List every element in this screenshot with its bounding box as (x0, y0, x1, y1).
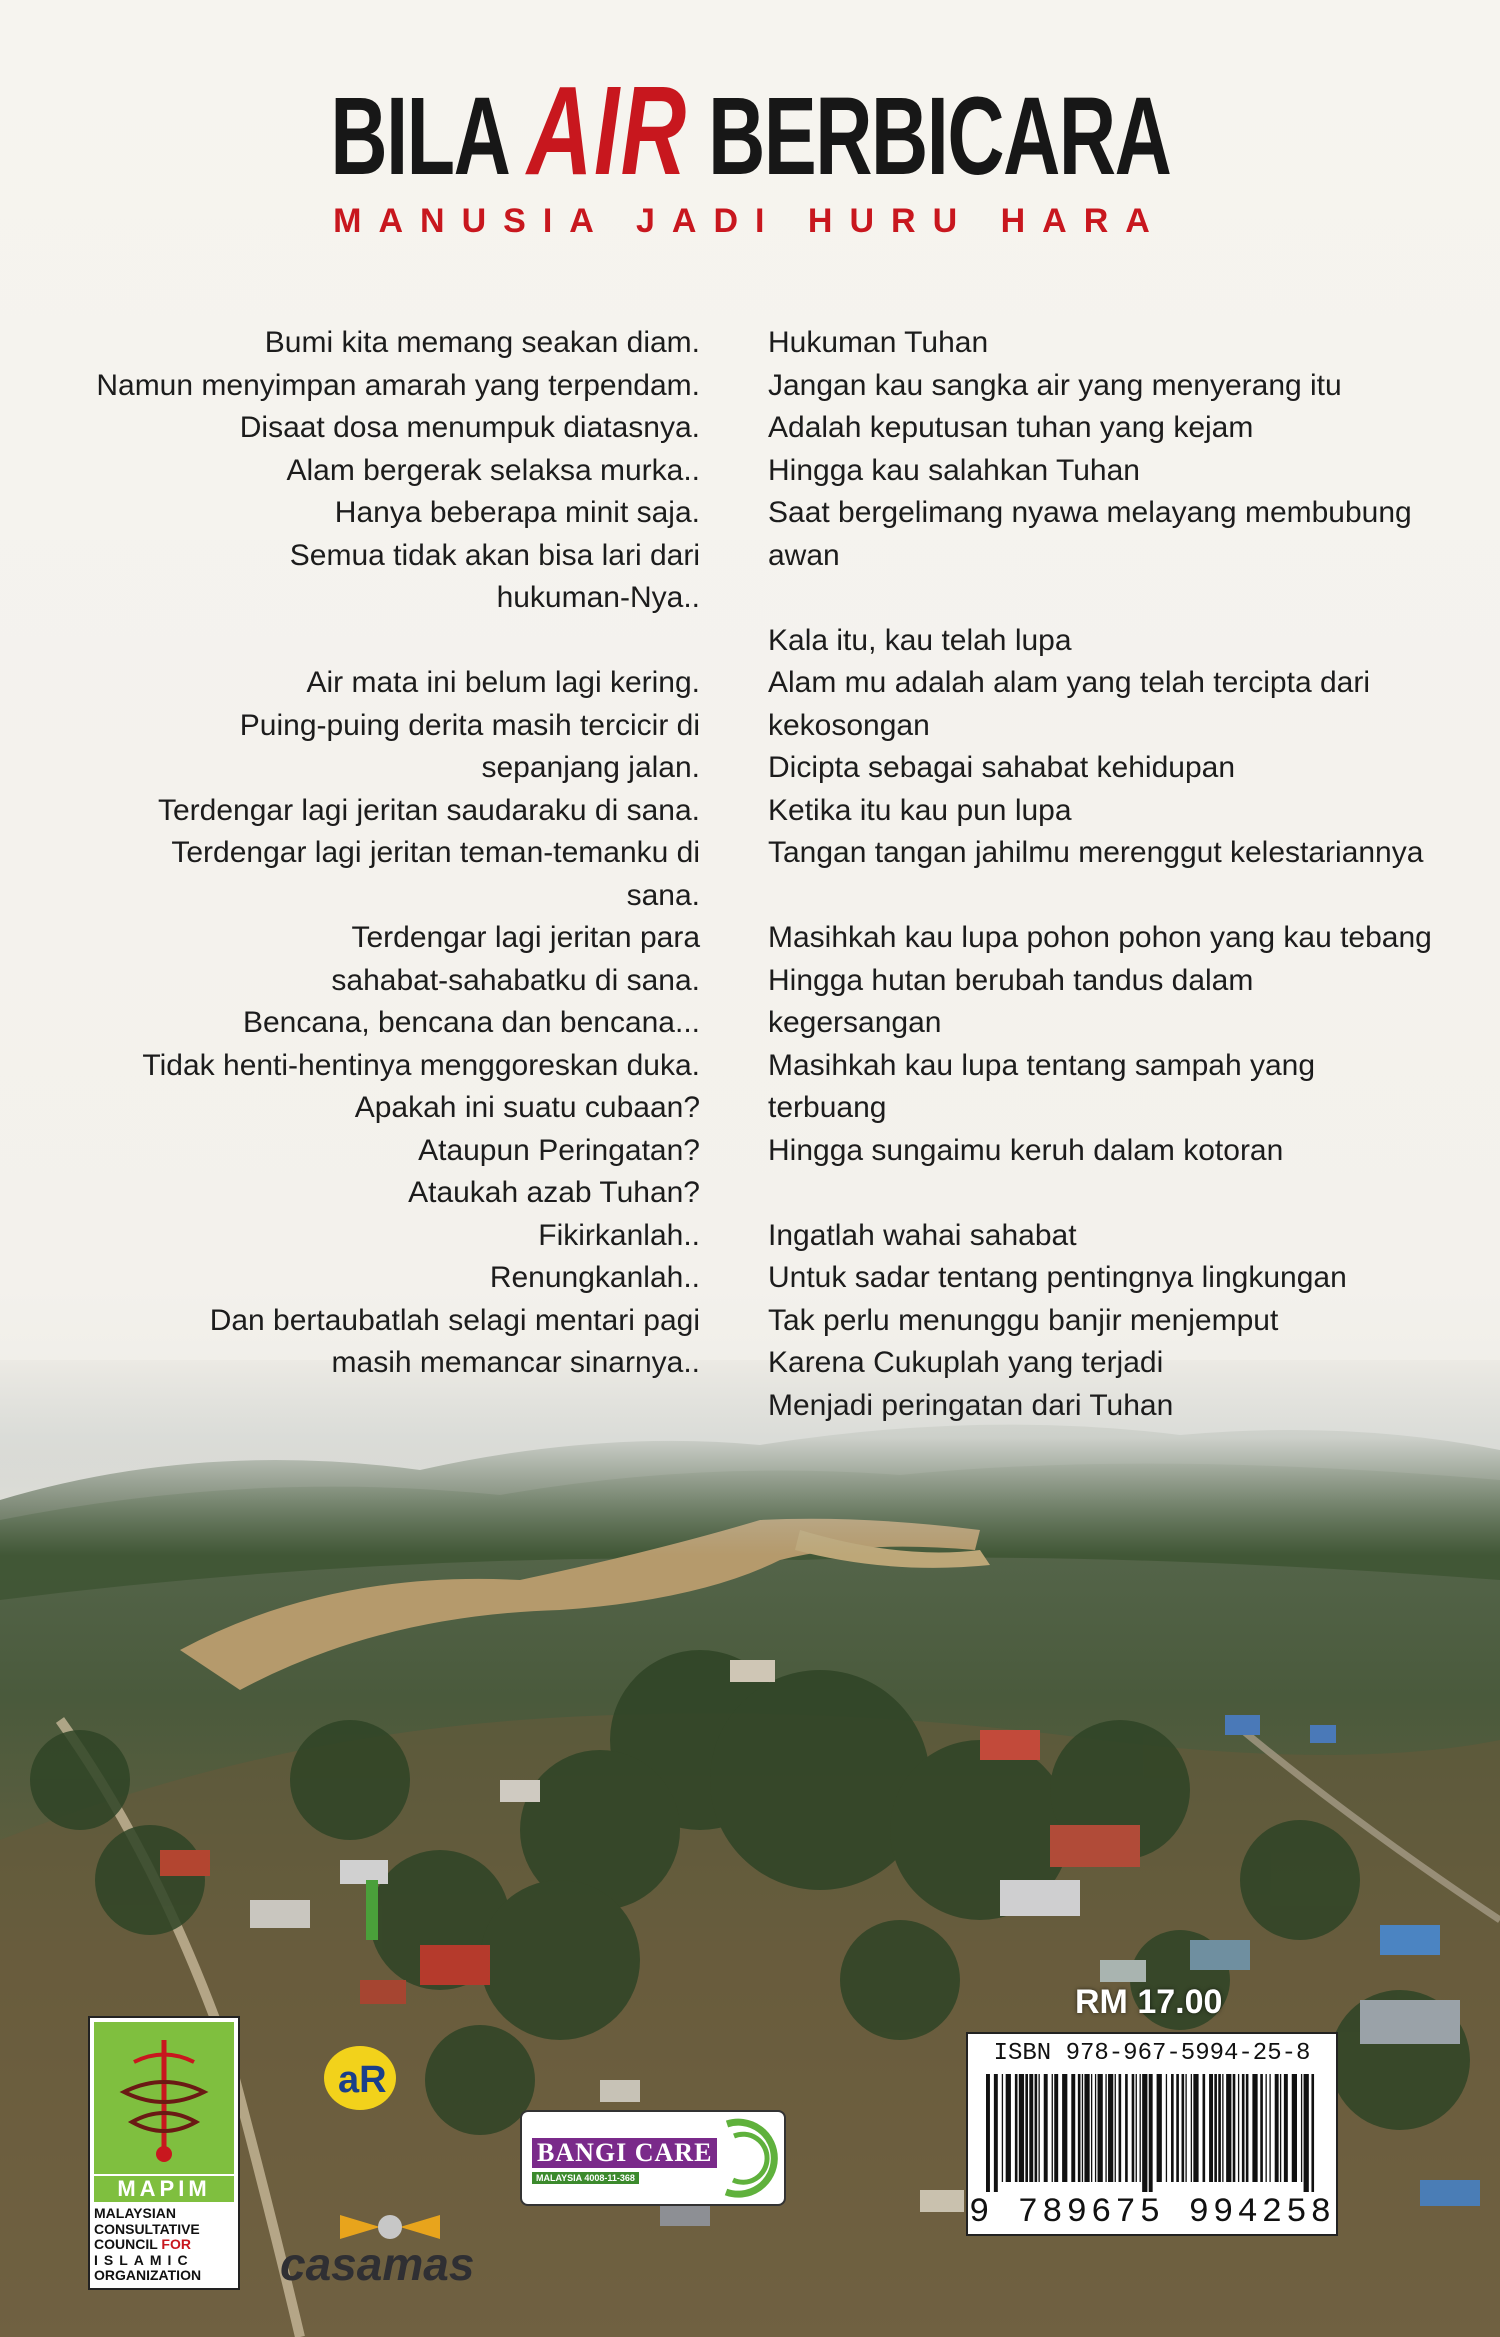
barcode-bar (1176, 2074, 1179, 2182)
title-word-air: AIR (526, 60, 688, 201)
ar-publisher-logo (318, 2040, 408, 2120)
barcode-bar (1015, 2074, 1018, 2182)
poem-left-column (70, 322, 700, 1385)
barcode-bar (1292, 2074, 1297, 2182)
mapim-line: ORGANIZATION (94, 2267, 202, 2283)
poem-line: Untuk sadar tentang pentingnya lingkungan (768, 1261, 1347, 1294)
barcode-bar (1052, 2074, 1053, 2182)
poem-line: Alam bergerak selaksa murka.. (286, 453, 700, 487)
barcode-bar (1214, 2074, 1217, 2182)
barcode-bar (1125, 2074, 1128, 2182)
casamas-wordmark: casamas (280, 2238, 475, 2290)
poem-line: Jangan kau sangka air yang menyerang itu (768, 368, 1342, 402)
stanza-break (768, 1172, 1468, 1215)
poem-line: Masihkah kau lupa tentang sampah yang (768, 1048, 1316, 1082)
barcode-bar (1209, 2074, 1213, 2182)
bangi-care-name: BANGI CARE (532, 2138, 717, 2168)
poem-line: awan (768, 538, 840, 572)
barcode-bar (1029, 2074, 1033, 2182)
barcode-bar (1260, 2074, 1263, 2182)
mapim-logo (88, 2016, 240, 2290)
poem-line: Saat bergelimang nyawa melayang membubung (768, 496, 1412, 529)
barcode-bar (1269, 2074, 1270, 2182)
barcode-bar (1171, 2074, 1174, 2182)
poem-line: Ataukah azab Tuhan? (408, 1176, 700, 1209)
barcode-bar (1266, 2074, 1267, 2182)
barcode-bar (1142, 2074, 1147, 2192)
barcode-bars (986, 2074, 1318, 2192)
poem-line: Air mata ini belum lagi kering. (306, 666, 700, 699)
bangi-care-subtitle: MALAYSIA 4008-11-368 (532, 2172, 639, 2184)
barcode-bar (1246, 2074, 1249, 2182)
poem-line: Karena Cukuplah yang terjadi (768, 1346, 1164, 1379)
barcode-bar (1280, 2074, 1281, 2182)
casamas-logo (270, 2185, 510, 2295)
price-label: RM 17.00 (1075, 1983, 1223, 2021)
poem-line: kekosongan (768, 708, 930, 742)
poem-line: terbuang (768, 1091, 887, 1124)
barcode-bar (1136, 2074, 1137, 2182)
poem-line: Apakah ini suatu cubaan? (354, 1091, 700, 1124)
barcode-bar (1191, 2074, 1192, 2182)
barcode-bar (1233, 2074, 1236, 2182)
mapim-line: MALAYSIAN (94, 2205, 176, 2221)
barcode-bar (994, 2074, 998, 2192)
barcode-digits: 9 789675 994258 (968, 2194, 1336, 2232)
poem-line: Disaat dosa menumpuk diatasnya. (239, 411, 700, 444)
poem-line: Kala itu, kau telah lupa (768, 623, 1072, 657)
poem-line: Ketika itu kau pun lupa (768, 793, 1072, 827)
poem-line: Menjadi peringatan dari Tuhan (768, 1388, 1174, 1422)
poem-line: Tidak henti-hentinya menggoreskan duka. (142, 1048, 700, 1082)
barcode-bar (1044, 2074, 1048, 2182)
mapim-line: CONSULTATIVE (94, 2220, 200, 2237)
barcode-bar (1025, 2074, 1028, 2182)
poem-line: Hukuman Tuhan (768, 326, 989, 359)
barcode-bar (1182, 2074, 1185, 2182)
barcode-bar (1019, 2074, 1024, 2182)
barcode-bar (1082, 2074, 1083, 2182)
barcode-bar (1002, 2074, 1003, 2182)
barcode-bar (1054, 2074, 1058, 2182)
poem-line: Masihkah kau lupa pohon pohon yang kau tebang (768, 921, 1432, 954)
barcode-bar (1311, 2074, 1314, 2192)
barcode-bar (1095, 2074, 1096, 2182)
mapim-name: MAPIM (94, 2176, 234, 2202)
barcode-bar (1275, 2074, 1279, 2182)
barcode-bar (1091, 2074, 1092, 2182)
poem-line: Dicipta sebagai sahabat kehidupan (768, 751, 1236, 784)
barcode-bar (1098, 2074, 1103, 2182)
poem-line: Puing-puing derita masih tercicir di (239, 708, 700, 742)
barcode-bar (1071, 2074, 1075, 2182)
poem-line: Hingga kau salahkan Tuhan (768, 453, 1140, 487)
barcode-bar (1108, 2074, 1113, 2182)
barcode-bar (1284, 2074, 1288, 2182)
poem-line: Terdengar lagi jeritan saudaraku di sana. (157, 793, 700, 827)
poem-line: Hingga hutan berubah tandus dalam (768, 963, 1254, 997)
poem-line: Adalah keputusan tuhan yang kejam (768, 411, 1254, 444)
barcode-bar (1203, 2074, 1206, 2182)
poem-line: Bencana, bencana dan bencana... (242, 1006, 700, 1039)
barcode-bar (1038, 2074, 1039, 2182)
poem-line: Renungkanlah.. (489, 1261, 700, 1294)
poem-right-column (768, 322, 1468, 1427)
barcode-bar (1149, 2074, 1153, 2192)
barcode-bar (1193, 2074, 1198, 2182)
barcode-bar (1115, 2074, 1116, 2182)
barcode-bar (1078, 2074, 1081, 2182)
isbn-label: ISBN 978-967-5994-25-8 (993, 2040, 1311, 2067)
poem-line: Terdengar lagi jeritan teman-temanku di (171, 836, 700, 869)
isbn-barcode (966, 2032, 1338, 2236)
poem-line: Tak perlu menunggu banjir menjemput (768, 1303, 1279, 1337)
barcode-bar (1157, 2074, 1162, 2182)
barcode-bar (1132, 2074, 1135, 2182)
poem-line: masih memancar sinarnya.. (331, 1346, 700, 1379)
barcode-bar (986, 2074, 990, 2192)
mapim-line (94, 2237, 234, 2253)
barcode-bar (1185, 2074, 1186, 2182)
poem-line: Bumi kita memang seakan diam. (264, 326, 700, 359)
poem-line: sana. (626, 878, 700, 912)
barcode-bar (1252, 2074, 1257, 2182)
poem-line: Terdengar lagi jeritan para (351, 921, 700, 954)
mapim-emblem (94, 2022, 234, 2174)
barcode-bar (1166, 2074, 1167, 2182)
barcode-bar (1140, 2074, 1141, 2182)
barcode-bar (1304, 2074, 1309, 2192)
barcode-bar (1242, 2074, 1245, 2182)
mapim-word: COUNCIL (94, 2236, 158, 2252)
poem-line: Dan bertaubatlah selagi mentari pagi (209, 1303, 700, 1337)
barcode-bar (1062, 2074, 1067, 2182)
poem-line: Tangan tangan jahilmu merenggut kelestariannya (768, 836, 1424, 869)
barcode-bar (1084, 2074, 1089, 2182)
poem-line: kegersangan (768, 1006, 942, 1039)
ar-mark: aR (338, 2059, 387, 2101)
mapim-full-name (94, 2206, 234, 2284)
barcode-bar (1301, 2074, 1302, 2182)
poem-line: Fikirkanlah.. (538, 1218, 700, 1252)
poem-line: hukuman-Nya.. (496, 581, 700, 614)
book-subtitle: MANUSIA JADI HURU HARA (333, 202, 1167, 240)
poem-line: Namun menyimpan amarah yang terpendam. (96, 368, 700, 402)
stanza-break (768, 875, 1468, 918)
title-word-bila: BILA (329, 75, 507, 198)
poem-line: Hanya beberapa minit saja. (334, 496, 700, 529)
barcode-bar (1035, 2074, 1038, 2182)
barcode-bar (1238, 2074, 1239, 2182)
poem-line: sahabat-sahabatku di sana. (331, 963, 700, 997)
mapim-line: ISLAMIC (94, 2251, 194, 2268)
poem-line: Alam mu adalah alam yang telah tercipta dari (768, 666, 1370, 699)
stanza-break (768, 577, 1468, 620)
book-title (330, 58, 1170, 203)
poem-line: Hingga sungaimu keruh dalam kotoran (768, 1133, 1284, 1167)
poem-line: Ingatlah wahai sahabat (768, 1218, 1077, 1252)
barcode-bar (1218, 2074, 1221, 2182)
bangi-care-logo (520, 2110, 786, 2206)
barcode-bar (1105, 2074, 1106, 2182)
title-word-berbicara: BERBICARA (707, 75, 1171, 198)
stanza-break (70, 620, 700, 663)
title-row (0, 58, 1500, 203)
poem-line: Ataupun Peringatan? (418, 1133, 700, 1167)
barcode-bar (1226, 2074, 1231, 2182)
barcode-bar (1222, 2074, 1223, 2182)
poem-line: Semua tidak akan bisa lari dari (289, 538, 700, 572)
poem-line: sepanjang jalan. (481, 751, 700, 784)
barcode-bar (1119, 2074, 1122, 2182)
mapim-word-for: FOR (161, 2236, 191, 2252)
barcode-bar (1006, 2074, 1011, 2182)
